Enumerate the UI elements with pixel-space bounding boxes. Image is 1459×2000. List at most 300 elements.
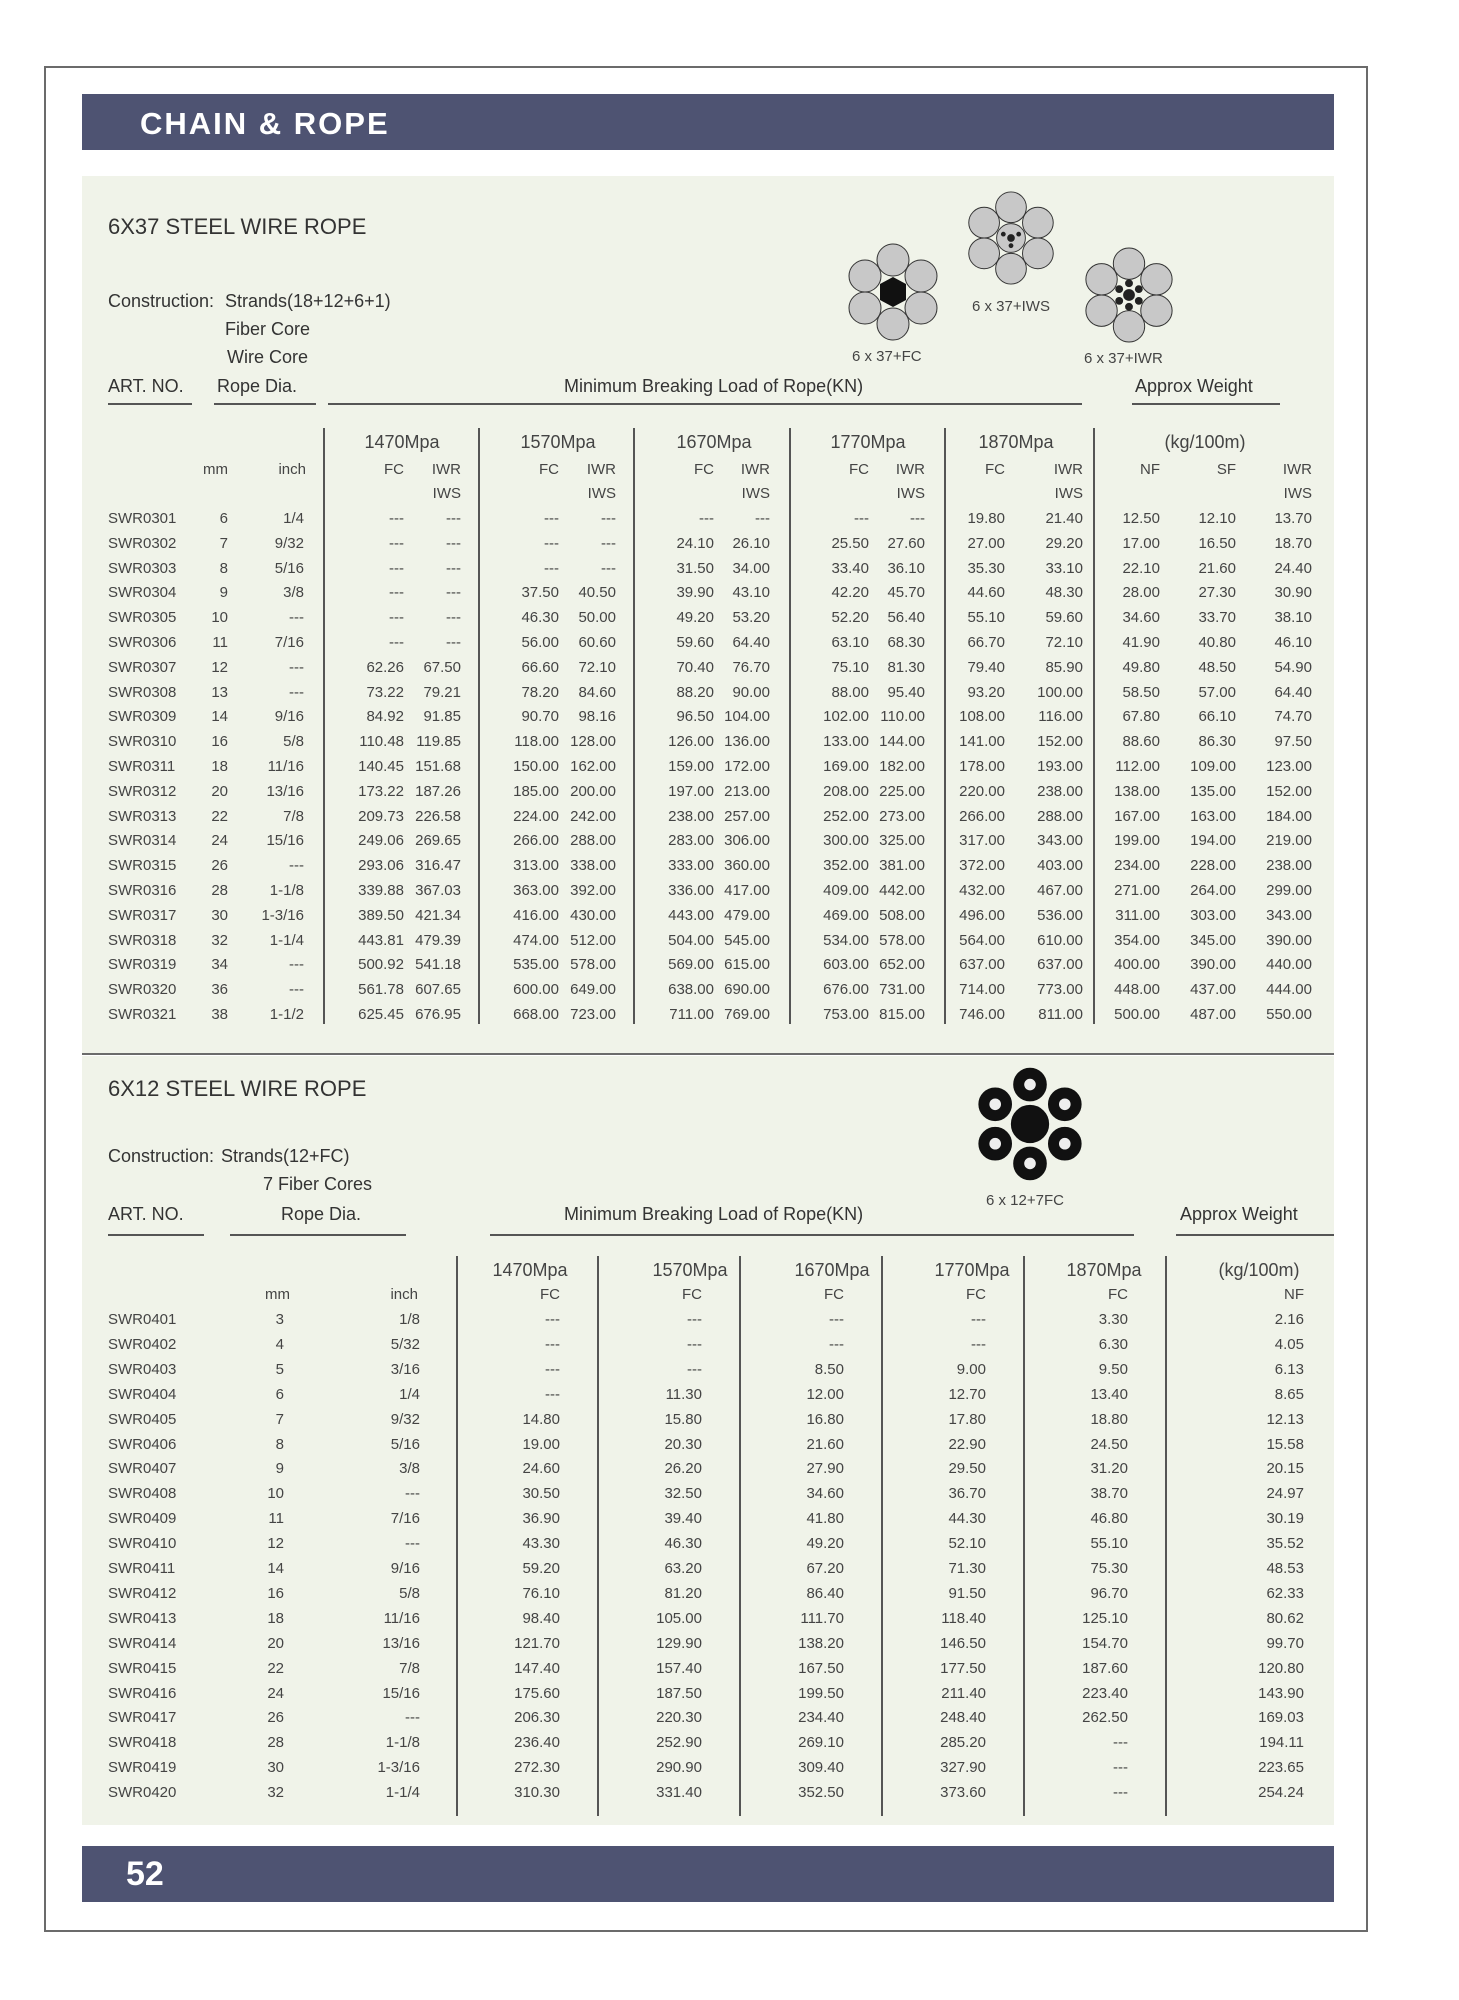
column-separator xyxy=(478,428,480,1024)
mm-cell: 18 xyxy=(267,1610,284,1627)
inch-cell: --- xyxy=(289,609,304,626)
mm-cell: 32 xyxy=(267,1784,284,1801)
value-cell: 269.65 xyxy=(415,832,461,849)
art-no-cell: SWR0313 xyxy=(108,808,177,825)
value-cell: 390.00 xyxy=(1266,932,1312,949)
construction-line: Strands(12+FC) xyxy=(221,1146,350,1166)
rope-image-label: 6 x 12+7FC xyxy=(986,1192,1064,1209)
value-cell: 389.50 xyxy=(358,907,404,924)
value-cell: 24.97 xyxy=(1266,1485,1304,1502)
value-cell: --- xyxy=(446,510,461,527)
value-cell: 14.80 xyxy=(522,1411,560,1428)
inch-cell: 5/16 xyxy=(274,560,304,577)
value-cell: 36.70 xyxy=(948,1485,986,1502)
value-cell: 238.00 xyxy=(1266,857,1312,874)
inch-cell: 7/16 xyxy=(390,1510,420,1527)
rope-image-label: 6 x 37+FC xyxy=(852,348,922,365)
art-no-cell: SWR0416 xyxy=(108,1685,177,1702)
value-cell: 18.70 xyxy=(1274,535,1312,552)
section-divider xyxy=(82,1053,1334,1055)
mm-cell: 28 xyxy=(211,882,228,899)
value-cell: 152.00 xyxy=(1037,733,1083,750)
value-cell: 54.90 xyxy=(1274,659,1312,676)
value-cell: 541.18 xyxy=(415,956,461,973)
value-cell: 16.50 xyxy=(1198,535,1236,552)
value-cell: 225.00 xyxy=(879,783,925,800)
value-cell: 9.00 xyxy=(956,1361,986,1378)
value-cell: 12.70 xyxy=(948,1386,986,1403)
art-no-cell: SWR0415 xyxy=(108,1660,177,1677)
value-cell: 67.50 xyxy=(423,659,461,676)
rope-dia-label: Rope Dia. xyxy=(281,1204,362,1224)
inch-cell: 3/8 xyxy=(399,1460,420,1477)
value-cell: 157.40 xyxy=(656,1660,702,1677)
mm-cell: 8 xyxy=(275,1436,284,1453)
mm-cell: 36 xyxy=(211,981,228,998)
value-cell: 32.50 xyxy=(664,1485,702,1502)
value-cell: 367.03 xyxy=(415,882,461,899)
value-cell: --- xyxy=(545,1361,560,1378)
art-no-cell: SWR0403 xyxy=(108,1361,177,1378)
value-cell: 31.20 xyxy=(1090,1460,1128,1477)
art-no-cell: SWR0316 xyxy=(108,882,177,899)
value-cell: 59.20 xyxy=(522,1560,560,1577)
value-cell: 22.10 xyxy=(1122,560,1160,577)
value-cell: 600.00 xyxy=(513,981,559,998)
art-no-cell: SWR0301 xyxy=(108,510,177,527)
inch-cell: --- xyxy=(405,1535,420,1552)
column-separator xyxy=(323,428,325,1024)
inch-cell: 13/16 xyxy=(382,1635,420,1652)
value-cell: --- xyxy=(1113,1734,1128,1751)
value-cell: 283.00 xyxy=(668,832,714,849)
value-cell: 220.30 xyxy=(656,1709,702,1726)
value-cell: 29.20 xyxy=(1045,535,1083,552)
value-cell: 213.00 xyxy=(724,783,770,800)
value-cell: 15.58 xyxy=(1266,1436,1304,1453)
weight-unit-header: (kg/100m) xyxy=(1164,432,1246,452)
inch-cell: 9/16 xyxy=(274,708,304,725)
mm-cell: 10 xyxy=(267,1485,284,1502)
value-cell: 290.90 xyxy=(656,1759,702,1776)
value-cell: 504.00 xyxy=(668,932,714,949)
value-cell: 81.20 xyxy=(664,1585,702,1602)
column-separator xyxy=(1165,1256,1167,1816)
value-cell: 432.00 xyxy=(959,882,1005,899)
value-cell: 182.00 xyxy=(879,758,925,775)
value-cell: 73.22 xyxy=(366,684,404,701)
value-cell: 125.10 xyxy=(1082,1610,1128,1627)
value-cell: 264.00 xyxy=(1190,882,1236,899)
value-cell: 500.00 xyxy=(1114,1006,1160,1023)
value-cell: 306.00 xyxy=(724,832,770,849)
rope-dia-label: Rope Dia. xyxy=(217,376,298,396)
value-cell: 172.00 xyxy=(724,758,770,775)
value-cell: 64.40 xyxy=(732,634,770,651)
art-no-cell: SWR0303 xyxy=(108,560,177,577)
value-cell: 76.10 xyxy=(522,1585,560,1602)
value-cell: 104.00 xyxy=(724,708,770,725)
value-cell: --- xyxy=(446,560,461,577)
value-cell: 31.50 xyxy=(676,560,714,577)
value-cell: 184.00 xyxy=(1266,808,1312,825)
value-cell: --- xyxy=(389,535,404,552)
value-cell: 266.00 xyxy=(513,832,559,849)
value-cell: 390.00 xyxy=(1190,956,1236,973)
value-cell: 143.90 xyxy=(1258,1685,1304,1702)
value-cell: 252.90 xyxy=(656,1734,702,1751)
value-cell: 13.70 xyxy=(1274,510,1312,527)
value-cell: 56.40 xyxy=(887,609,925,626)
grade-header: 1670Mpa xyxy=(794,1260,870,1280)
value-cell: 100.00 xyxy=(1037,684,1083,701)
value-cell: 6.30 xyxy=(1098,1336,1128,1353)
value-cell: 4.05 xyxy=(1274,1336,1304,1353)
art-no-cell: SWR0410 xyxy=(108,1535,177,1552)
value-cell: --- xyxy=(910,510,925,527)
grade-header: 1770Mpa xyxy=(934,1260,1010,1280)
inch-cell: 11/16 xyxy=(383,1610,420,1627)
value-cell: 199.50 xyxy=(798,1685,844,1702)
value-cell: --- xyxy=(389,634,404,651)
value-cell: 578.00 xyxy=(879,932,925,949)
art-no-label: ART. NO. xyxy=(108,1204,184,1224)
value-cell: --- xyxy=(544,510,559,527)
value-cell: 79.40 xyxy=(967,659,1005,676)
value-cell: --- xyxy=(687,1336,702,1353)
value-cell: 52.10 xyxy=(948,1535,986,1552)
value-cell: 169.03 xyxy=(1258,1709,1304,1726)
value-cell: 112.00 xyxy=(1115,758,1160,775)
value-cell: 550.00 xyxy=(1266,1006,1312,1023)
column-separator xyxy=(739,1256,741,1816)
value-cell: 66.10 xyxy=(1198,708,1236,725)
col-header-iwr: IWR xyxy=(1053,461,1083,478)
construction-line: Wire Core xyxy=(227,347,309,367)
mm-cell: 12 xyxy=(267,1535,284,1552)
value-cell: --- xyxy=(601,535,616,552)
art-no-cell: SWR0314 xyxy=(108,832,177,849)
value-cell: 223.65 xyxy=(1258,1759,1304,1776)
value-cell: 508.00 xyxy=(879,907,925,924)
art-no-cell: SWR0306 xyxy=(108,634,177,651)
value-cell: 16.80 xyxy=(806,1411,844,1428)
value-cell: --- xyxy=(389,560,404,577)
art-no-cell: SWR0402 xyxy=(108,1336,177,1353)
value-cell: 91.85 xyxy=(423,708,461,725)
value-cell: --- xyxy=(446,535,461,552)
value-cell: 44.30 xyxy=(948,1510,986,1527)
value-cell: 34.00 xyxy=(732,560,770,577)
value-cell: 68.30 xyxy=(887,634,925,651)
art-no-cell: SWR0302 xyxy=(108,535,177,552)
rope-iwr-icon xyxy=(1080,246,1178,344)
col-header-fc: FC xyxy=(824,1286,844,1303)
value-cell: 38.70 xyxy=(1090,1485,1128,1502)
value-cell: 21.60 xyxy=(806,1436,844,1453)
value-cell: 773.00 xyxy=(1037,981,1083,998)
underline xyxy=(1132,403,1280,405)
value-cell: 40.50 xyxy=(578,584,616,601)
col-header-nf: NF xyxy=(1284,1286,1304,1303)
value-cell: 98.16 xyxy=(578,708,616,725)
value-cell: 39.90 xyxy=(676,584,714,601)
underline xyxy=(328,403,1082,405)
art-no-cell: SWR0312 xyxy=(108,783,177,800)
value-cell: 238.00 xyxy=(668,808,714,825)
value-cell: 70.40 xyxy=(676,659,714,676)
value-cell: 109.00 xyxy=(1190,758,1236,775)
col-header-iws: IWS xyxy=(741,485,770,502)
inch-cell: 1/4 xyxy=(399,1386,420,1403)
mm-cell: 9 xyxy=(275,1460,284,1477)
value-cell: 187.50 xyxy=(656,1685,702,1702)
value-cell: 381.00 xyxy=(879,857,925,874)
value-cell: 535.00 xyxy=(513,956,559,973)
col-header-iws: IWS xyxy=(1283,485,1312,502)
inch-cell: 5/32 xyxy=(390,1336,420,1353)
inch-cell: 11/16 xyxy=(267,758,304,775)
value-cell: 49.20 xyxy=(676,609,714,626)
mm-cell: 34 xyxy=(211,956,228,973)
art-no-cell: SWR0320 xyxy=(108,981,177,998)
value-cell: 67.80 xyxy=(1122,708,1160,725)
mm-cell: 12 xyxy=(211,659,228,676)
mm-cell: 26 xyxy=(267,1709,284,1726)
inch-cell: 1/4 xyxy=(283,510,304,527)
value-cell: 469.00 xyxy=(823,907,869,924)
value-cell: 3.30 xyxy=(1098,1311,1128,1328)
value-cell: 24.60 xyxy=(522,1460,560,1477)
value-cell: 138.20 xyxy=(798,1635,844,1652)
value-cell: 93.20 xyxy=(967,684,1005,701)
value-cell: 496.00 xyxy=(959,907,1005,924)
value-cell: 34.60 xyxy=(1122,609,1160,626)
approx-weight-label: Approx Weight xyxy=(1180,1204,1298,1224)
rope-fiber-core-icon xyxy=(843,242,943,342)
value-cell: 443.00 xyxy=(668,907,714,924)
col-header-fc: FC xyxy=(985,461,1005,478)
value-cell: 36.10 xyxy=(887,560,925,577)
value-cell: 90.70 xyxy=(521,708,559,725)
mm-cell: 7 xyxy=(219,535,228,552)
value-cell: 46.30 xyxy=(521,609,559,626)
value-cell: 37.50 xyxy=(521,584,559,601)
inch-cell: --- xyxy=(289,956,304,973)
value-cell: 343.00 xyxy=(1037,832,1083,849)
value-cell: 194.11 xyxy=(1259,1734,1304,1751)
mbl-label: Minimum Breaking Load of Rope(KN) xyxy=(564,1204,864,1224)
inch-cell: 7/8 xyxy=(283,808,304,825)
value-cell: 41.80 xyxy=(806,1510,844,1527)
value-cell: 150.00 xyxy=(513,758,559,775)
column-separator xyxy=(456,1256,458,1816)
value-cell: 21.60 xyxy=(1198,560,1236,577)
value-cell: 676.00 xyxy=(823,981,869,998)
value-cell: 88.60 xyxy=(1122,733,1160,750)
mm-cell: 28 xyxy=(267,1734,284,1751)
value-cell: 299.00 xyxy=(1266,882,1312,899)
value-cell: 313.00 xyxy=(513,857,559,874)
value-cell: 39.40 xyxy=(664,1510,702,1527)
mm-cell: 11 xyxy=(212,634,228,651)
value-cell: 723.00 xyxy=(570,1006,616,1023)
value-cell: 99.70 xyxy=(1266,1635,1304,1652)
value-cell: 28.00 xyxy=(1122,584,1160,601)
value-cell: 30.19 xyxy=(1266,1510,1304,1527)
art-no-cell: SWR0319 xyxy=(108,956,177,973)
art-no-cell: SWR0309 xyxy=(108,708,177,725)
col-header-inch: inch xyxy=(390,1286,418,1303)
value-cell: 360.00 xyxy=(724,857,770,874)
value-cell: 610.00 xyxy=(1037,932,1083,949)
value-cell: 41.90 xyxy=(1122,634,1160,651)
value-cell: --- xyxy=(389,510,404,527)
value-cell: 57.00 xyxy=(1198,684,1236,701)
value-cell: 637.00 xyxy=(959,956,1005,973)
value-cell: 85.90 xyxy=(1045,659,1083,676)
value-cell: 136.00 xyxy=(724,733,770,750)
value-cell: 66.70 xyxy=(967,634,1005,651)
value-cell: 29.50 xyxy=(948,1460,986,1477)
art-no-cell: SWR0406 xyxy=(108,1436,177,1453)
art-no-cell: SWR0307 xyxy=(108,659,177,676)
section2-title: 6X12 STEEL WIRE ROPE xyxy=(108,1076,367,1101)
value-cell: 607.65 xyxy=(415,981,461,998)
value-cell: 327.90 xyxy=(940,1759,986,1776)
value-cell: 448.00 xyxy=(1114,981,1160,998)
value-cell: 311.00 xyxy=(1115,907,1160,924)
column-separator xyxy=(944,428,946,1024)
value-cell: 11.30 xyxy=(665,1386,702,1403)
value-cell: 444.00 xyxy=(1266,981,1312,998)
mm-cell: 24 xyxy=(211,832,228,849)
inch-cell: 1-1/8 xyxy=(269,882,304,899)
art-no-cell: SWR0304 xyxy=(108,584,177,601)
value-cell: 325.00 xyxy=(879,832,925,849)
value-cell: 55.10 xyxy=(1090,1535,1128,1552)
art-no-cell: SWR0310 xyxy=(108,733,177,750)
value-cell: 815.00 xyxy=(879,1006,925,1023)
value-cell: 403.00 xyxy=(1037,857,1083,874)
value-cell: 72.10 xyxy=(1045,634,1083,651)
value-cell: 652.00 xyxy=(879,956,925,973)
value-cell: 163.00 xyxy=(1190,808,1236,825)
value-cell: 219.00 xyxy=(1266,832,1312,849)
value-cell: 110.48 xyxy=(359,733,404,750)
value-cell: 48.50 xyxy=(1198,659,1236,676)
value-cell: --- xyxy=(545,1386,560,1403)
mm-cell: 30 xyxy=(267,1759,284,1776)
value-cell: 43.30 xyxy=(522,1535,560,1552)
value-cell: 273.00 xyxy=(879,808,925,825)
column-separator xyxy=(789,428,791,1024)
value-cell: 40.80 xyxy=(1198,634,1236,651)
art-no-cell: SWR0409 xyxy=(108,1510,177,1527)
value-cell: 437.00 xyxy=(1190,981,1236,998)
mm-cell: 10 xyxy=(211,609,228,626)
inch-cell: 13/16 xyxy=(266,783,304,800)
value-cell: 159.00 xyxy=(668,758,714,775)
value-cell: 417.00 xyxy=(724,882,770,899)
value-cell: 67.20 xyxy=(806,1560,844,1577)
value-cell: 17.80 xyxy=(948,1411,986,1428)
header-bar xyxy=(82,94,1334,150)
value-cell: 310.30 xyxy=(514,1784,560,1801)
mm-cell: 9 xyxy=(219,584,228,601)
value-cell: 440.00 xyxy=(1266,956,1312,973)
inch-cell: 5/8 xyxy=(399,1585,420,1602)
inch-cell: 3/16 xyxy=(390,1361,420,1378)
value-cell: 373.60 xyxy=(940,1784,986,1801)
underline xyxy=(108,1234,204,1236)
value-cell: 154.70 xyxy=(1082,1635,1128,1652)
grade-header: 1570Mpa xyxy=(652,1260,728,1280)
value-cell: 467.00 xyxy=(1037,882,1083,899)
inch-cell: 9/32 xyxy=(274,535,304,552)
value-cell: 43.10 xyxy=(732,584,770,601)
page-title: CHAIN & ROPE xyxy=(140,106,390,141)
section1-title: 6X37 STEEL WIRE ROPE xyxy=(108,214,367,239)
construction-line: Fiber Core xyxy=(225,319,311,339)
value-cell: 141.00 xyxy=(959,733,1005,750)
value-cell: 20.30 xyxy=(664,1436,702,1453)
value-cell: 416.00 xyxy=(513,907,559,924)
value-cell: 111.70 xyxy=(800,1610,844,1627)
inch-cell: --- xyxy=(289,659,304,676)
mm-cell: 22 xyxy=(267,1660,284,1677)
page-number: 52 xyxy=(126,1855,164,1893)
inch-cell: 5/16 xyxy=(390,1436,420,1453)
value-cell: 430.00 xyxy=(570,907,616,924)
value-cell: 96.70 xyxy=(1090,1585,1128,1602)
value-cell: --- xyxy=(601,510,616,527)
col-header-weight: IWR xyxy=(1282,461,1312,478)
art-no-cell: SWR0315 xyxy=(108,857,177,874)
value-cell: 49.20 xyxy=(806,1535,844,1552)
value-cell: 303.00 xyxy=(1190,907,1236,924)
value-cell: 97.50 xyxy=(1274,733,1312,750)
value-cell: 33.70 xyxy=(1198,609,1236,626)
value-cell: 193.00 xyxy=(1037,758,1083,775)
value-cell: 105.00 xyxy=(656,1610,702,1627)
value-cell: 177.50 xyxy=(940,1660,986,1677)
mm-cell: 38 xyxy=(211,1006,228,1023)
col-header-iws: IWS xyxy=(587,485,616,502)
value-cell: 76.70 xyxy=(732,659,770,676)
value-cell: 88.20 xyxy=(676,684,714,701)
value-cell: 500.92 xyxy=(358,956,404,973)
value-cell: 88.00 xyxy=(831,684,869,701)
value-cell: 714.00 xyxy=(959,981,1005,998)
value-cell: 86.40 xyxy=(806,1585,844,1602)
value-cell: 487.00 xyxy=(1190,1006,1236,1023)
value-cell: 194.00 xyxy=(1190,832,1236,849)
art-no-cell: SWR0305 xyxy=(108,609,177,626)
inch-cell: 1/8 xyxy=(399,1311,420,1328)
value-cell: 75.10 xyxy=(831,659,869,676)
value-cell: 79.21 xyxy=(423,684,461,701)
inch-cell: 5/8 xyxy=(283,733,304,750)
value-cell: 333.00 xyxy=(668,857,714,874)
inch-cell: 15/16 xyxy=(382,1685,420,1702)
value-cell: 167.00 xyxy=(1114,808,1160,825)
value-cell: 187.26 xyxy=(415,783,461,800)
value-cell: 12.00 xyxy=(806,1386,844,1403)
art-no-cell: SWR0408 xyxy=(108,1485,177,1502)
value-cell: 316.47 xyxy=(415,857,461,874)
value-cell: 118.40 xyxy=(941,1610,986,1627)
